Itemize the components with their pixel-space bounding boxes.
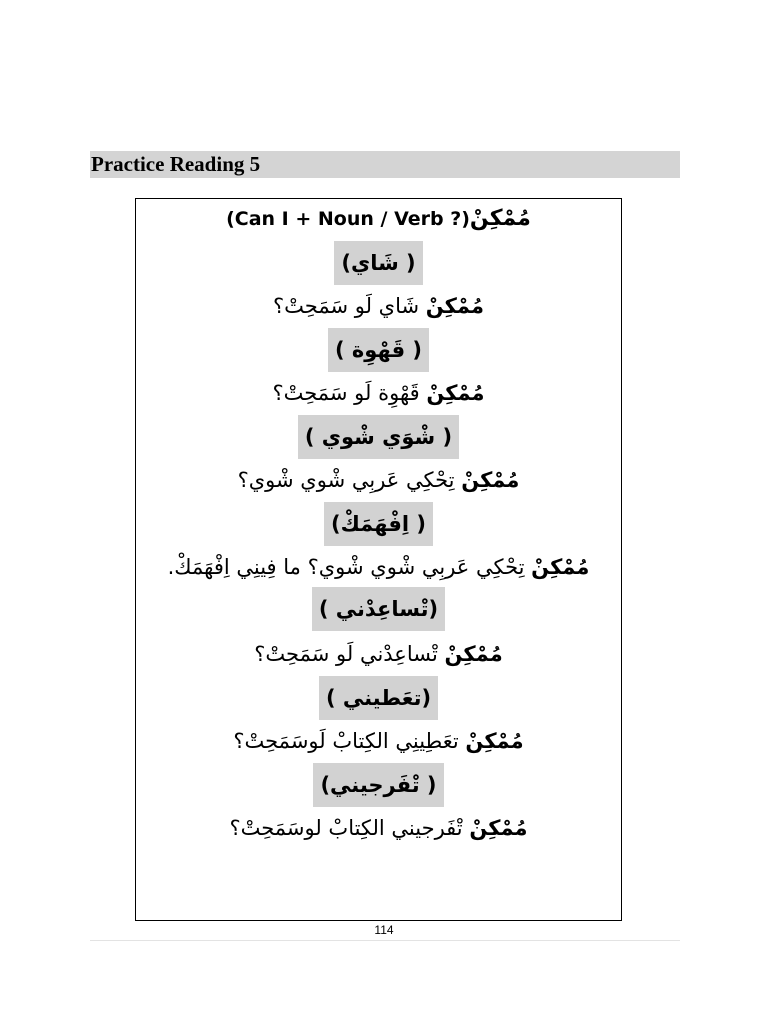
- example-sentence: [136, 547, 621, 587]
- vocab-word: (تعَطيني ): [319, 676, 438, 720]
- sentence-lead: مُمْكِنْ: [531, 555, 590, 579]
- section-title: Practice Reading 5: [91, 152, 261, 176]
- box-heading: [136, 203, 621, 235]
- example-sentence: [136, 286, 621, 326]
- sentence-lead: مُمْكِنْ: [465, 729, 524, 753]
- vocab-word: ( تْفَرجيني): [313, 763, 443, 807]
- sentence-lead: مُمْكِنْ: [469, 816, 528, 840]
- vocab-word: ( شَاي): [334, 241, 422, 285]
- vocab-word-row: [136, 676, 621, 720]
- footer-divider: [90, 940, 680, 941]
- example-sentence: [136, 460, 621, 500]
- sentence-rest: تْفَرجيني الكِتابْ لوسَمَحِتْ؟: [229, 816, 463, 840]
- vocab-word-row: [136, 328, 621, 372]
- vocab-word: (تْساعِدْني ): [312, 587, 445, 631]
- example-sentence: [136, 808, 621, 848]
- example-sentence: [136, 721, 621, 761]
- sentence-rest: شَاي لَو سَمَحِتْ؟: [273, 294, 420, 318]
- sentence-rest: قَهْوِة لَو سَمَحِتْ؟: [272, 381, 420, 405]
- sentence-rest: تِحْكِي عَربِي شْوي شْوي؟: [237, 468, 455, 492]
- heading-english: (Can I + Noun / Verb ?): [226, 208, 470, 230]
- sentence-lead: مُمْكِنْ: [444, 642, 503, 666]
- sentence-lead: مُمْكِنْ: [426, 381, 485, 405]
- sentence-lead: مُمْكِنْ: [425, 294, 484, 318]
- sentence-rest: تعَطِينِي الكِتابْ لَوسَمَحِتْ؟: [233, 729, 459, 753]
- page-number: 114: [374, 923, 394, 937]
- vocab-word-row: [136, 502, 621, 546]
- vocab-word-row: [136, 587, 621, 631]
- vocab-word: ( شْوَي شْوي ): [298, 415, 459, 459]
- vocab-word: ( قَهْوِة ): [328, 328, 429, 372]
- vocab-word-row: [136, 763, 621, 807]
- sentence-rest: تْساعِدْني لَو سَمَحِتْ؟: [254, 642, 438, 666]
- practice-box: [135, 198, 622, 921]
- vocab-word: ( اِفْهَمَكْ): [324, 502, 433, 546]
- vocab-word-row: [136, 241, 621, 285]
- example-sentence: [136, 373, 621, 413]
- sentence-lead: مُمْكِنْ: [461, 468, 520, 492]
- sentence-rest: تِحْكِي عَربِي شْوي شْوي؟ ما فِينِي اِفْهَمَكْ.: [167, 555, 525, 579]
- example-sentence: [136, 634, 621, 674]
- heading-arabic: مُمْكِنْ: [469, 206, 531, 231]
- section-header-bar: [90, 151, 680, 178]
- vocab-word-row: [136, 415, 621, 459]
